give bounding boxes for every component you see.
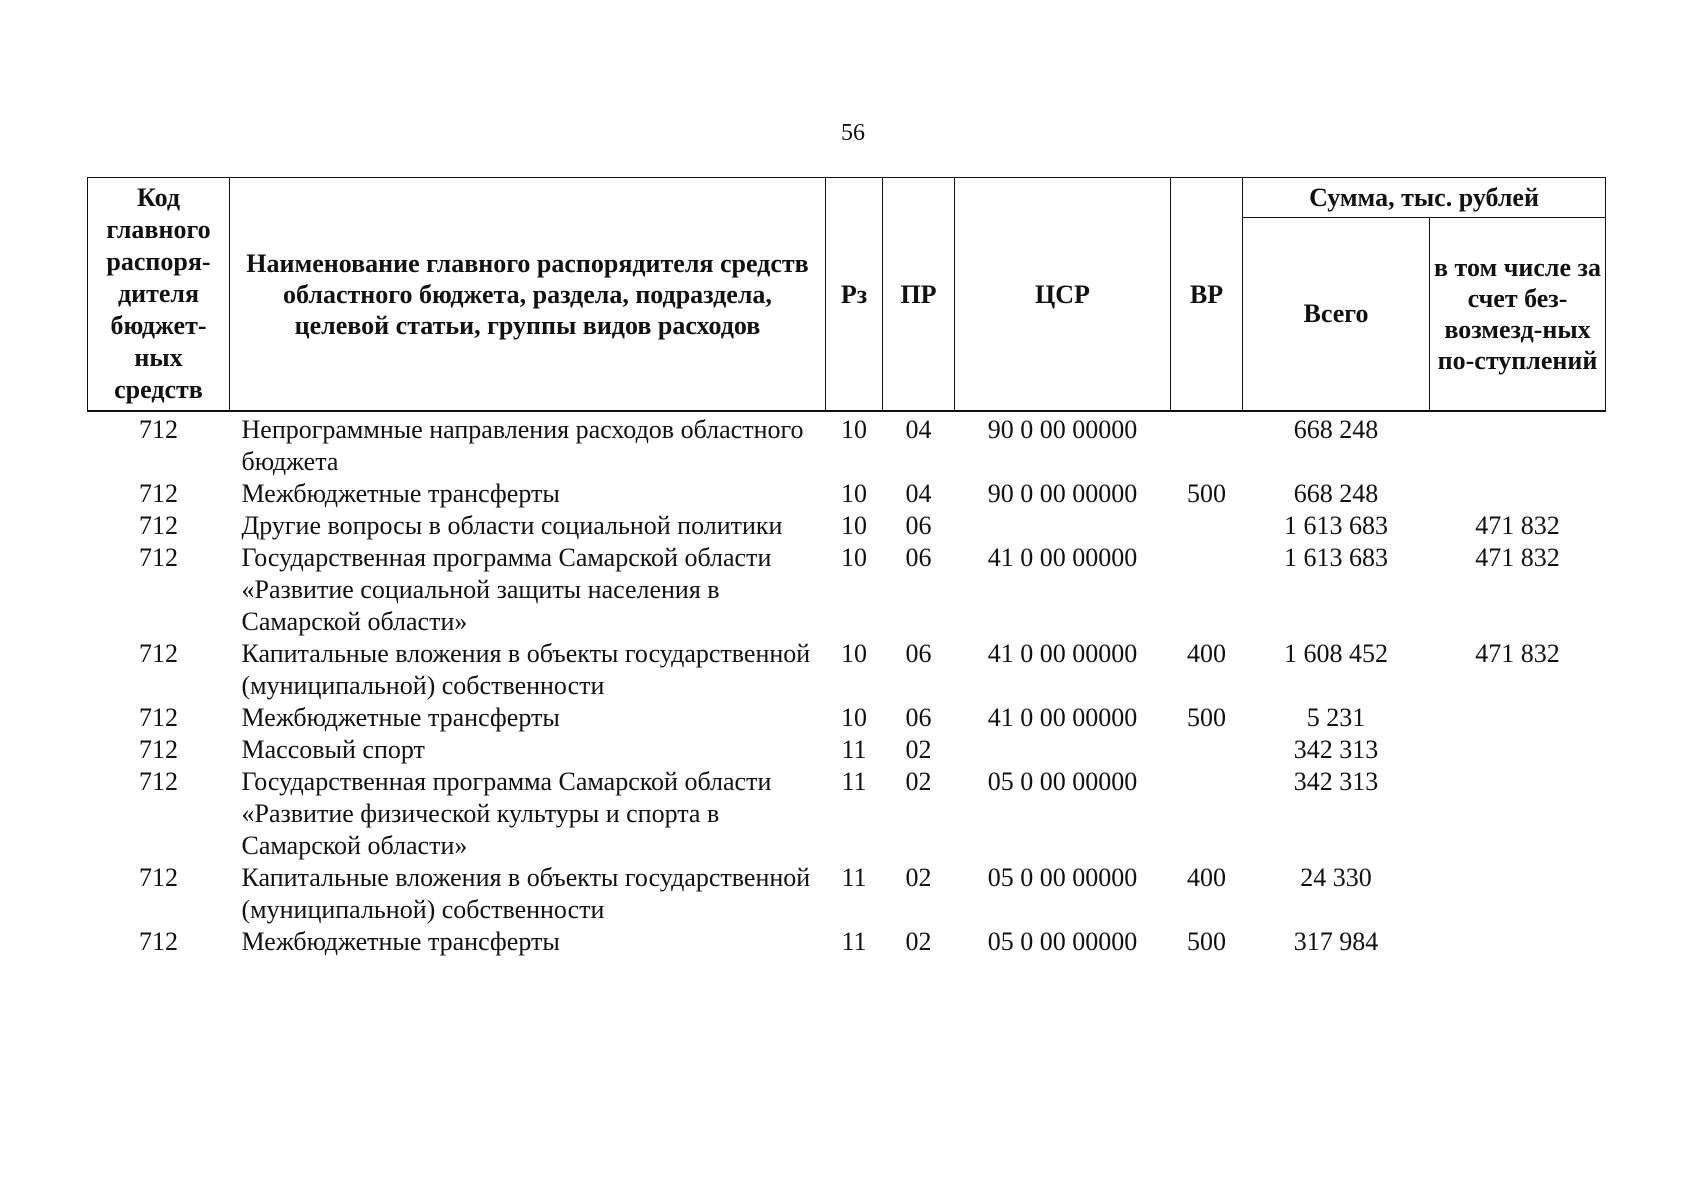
cell-code: 712 — [139, 511, 178, 540]
cell-csr: 05 0 00 00000 — [987, 767, 1138, 796]
cell-total: 342 313 — [1293, 735, 1379, 764]
page-number: 56 — [841, 120, 865, 146]
cell-code: 712 — [139, 703, 178, 732]
table-row — [88, 542, 1606, 638]
header-sum: Сумма, тыс. рублей — [1243, 178, 1606, 218]
cell-total: 317 984 — [1293, 927, 1379, 956]
cell-rz: 10 — [841, 543, 867, 572]
cell-rz: 11 — [841, 863, 867, 892]
table-row — [88, 411, 1606, 478]
cell-pr: 02 — [905, 767, 932, 796]
cell-name: Непрограммные направления расходов областного бюджета — [241, 415, 804, 476]
cell-name: Массовый спорт — [241, 735, 425, 764]
cell-free — [1430, 862, 1606, 926]
header-free: в том числе за счет без-возмезд-ных по-ступлений — [1430, 217, 1606, 411]
header-vr: ВР — [1171, 178, 1243, 412]
cell-csr: 41 0 00 00000 — [987, 543, 1138, 572]
cell-csr: 90 0 00 00000 — [987, 415, 1138, 444]
cell-name: Межбюджетные трансферты — [241, 927, 560, 956]
cell-vr — [1171, 542, 1243, 638]
cell-free — [1430, 734, 1606, 766]
table-row — [88, 926, 1606, 958]
cell-vr: 400 — [1187, 639, 1226, 668]
cell-free — [1430, 926, 1606, 958]
cell-pr: 02 — [905, 927, 932, 956]
cell-vr — [1171, 766, 1243, 862]
cell-name: Межбюджетные трансферты — [241, 479, 560, 508]
cell-rz: 11 — [841, 735, 867, 764]
cell-vr: 500 — [1187, 479, 1226, 508]
cell-total: 1 613 683 — [1284, 543, 1388, 572]
cell-vr — [1171, 734, 1243, 766]
cell-code: 712 — [139, 863, 178, 892]
cell-name: Другие вопросы в области социальной политики — [241, 511, 783, 540]
cell-rz: 10 — [841, 415, 867, 444]
cell-rz: 10 — [841, 511, 867, 540]
cell-csr: 05 0 00 00000 — [987, 863, 1138, 892]
cell-pr: 02 — [905, 735, 932, 764]
header-rz: Рз — [826, 178, 883, 412]
cell-pr: 02 — [905, 863, 932, 892]
cell-vr — [1171, 510, 1243, 542]
table-body — [88, 411, 1606, 958]
cell-pr: 06 — [905, 511, 932, 540]
cell-name: Межбюджетные трансферты — [241, 703, 560, 732]
table-row — [88, 734, 1606, 766]
cell-csr: 41 0 00 00000 — [987, 703, 1138, 732]
cell-rz: 10 — [841, 639, 867, 668]
cell-total: 5 231 — [1306, 703, 1366, 732]
cell-name: Капитальные вложения в объекты государственной (муниципальной) собственности — [241, 863, 811, 924]
cell-csr: 05 0 00 00000 — [987, 927, 1138, 956]
cell-pr: 04 — [905, 415, 932, 444]
cell-csr: 90 0 00 00000 — [987, 479, 1138, 508]
table-row — [88, 862, 1606, 926]
cell-pr: 06 — [905, 703, 932, 732]
cell-rz: 11 — [841, 767, 867, 796]
cell-total: 668 248 — [1293, 415, 1379, 444]
table-header — [88, 178, 1606, 412]
cell-name: Капитальные вложения в объекты государственной (муниципальной) собственности — [241, 639, 811, 700]
cell-code: 712 — [139, 735, 178, 764]
cell-csr — [955, 734, 1171, 766]
cell-free: 471 832 — [1475, 639, 1560, 668]
cell-rz: 10 — [841, 479, 867, 508]
cell-free — [1430, 702, 1606, 734]
cell-code: 712 — [139, 767, 178, 796]
table-row — [88, 478, 1606, 510]
table-row — [88, 638, 1606, 702]
cell-pr: 06 — [905, 639, 932, 668]
budget-table — [87, 177, 1606, 958]
header-total: Всего — [1243, 217, 1430, 411]
table-row — [88, 766, 1606, 862]
header-csr: ЦСР — [955, 178, 1171, 412]
header-pr: ПР — [883, 178, 955, 412]
cell-free — [1430, 478, 1606, 510]
cell-rz: 10 — [841, 703, 867, 732]
cell-total: 342 313 — [1293, 767, 1379, 796]
header-name: Наименование главного распорядителя средств областного бюджета, раздела, подраздела, целевой статьи, группы видов расходов — [230, 178, 826, 412]
cell-rz: 11 — [841, 927, 867, 956]
cell-total: 1 608 452 — [1284, 639, 1388, 668]
cell-free: 471 832 — [1475, 543, 1560, 572]
table-row — [88, 702, 1606, 734]
table-row — [88, 510, 1606, 542]
cell-total: 668 248 — [1293, 479, 1379, 508]
header-code: Код главного распоря-дителя бюджет-ных средств — [88, 178, 230, 412]
cell-code: 712 — [139, 543, 178, 572]
cell-vr: 500 — [1187, 703, 1226, 732]
cell-csr — [955, 510, 1171, 542]
cell-vr: 500 — [1187, 927, 1226, 956]
cell-vr — [1171, 411, 1243, 478]
cell-code: 712 — [139, 415, 178, 444]
cell-free: 471 832 — [1475, 511, 1560, 540]
cell-pr: 06 — [905, 543, 932, 572]
cell-pr: 04 — [905, 479, 932, 508]
cell-name: Государственная программа Самарской области «Развитие физической культуры и спорта в Самарской области» — [241, 767, 772, 860]
cell-csr: 41 0 00 00000 — [987, 639, 1138, 668]
cell-name: Государственная программа Самарской области «Развитие социальной защиты населения в Самарской области» — [241, 543, 772, 636]
cell-total: 24 330 — [1300, 863, 1372, 892]
cell-code: 712 — [139, 639, 178, 668]
cell-code: 712 — [139, 927, 178, 956]
cell-code: 712 — [139, 479, 178, 508]
cell-total: 1 613 683 — [1284, 511, 1388, 540]
cell-free — [1430, 411, 1606, 478]
cell-free — [1430, 766, 1606, 862]
cell-vr: 400 — [1187, 863, 1226, 892]
